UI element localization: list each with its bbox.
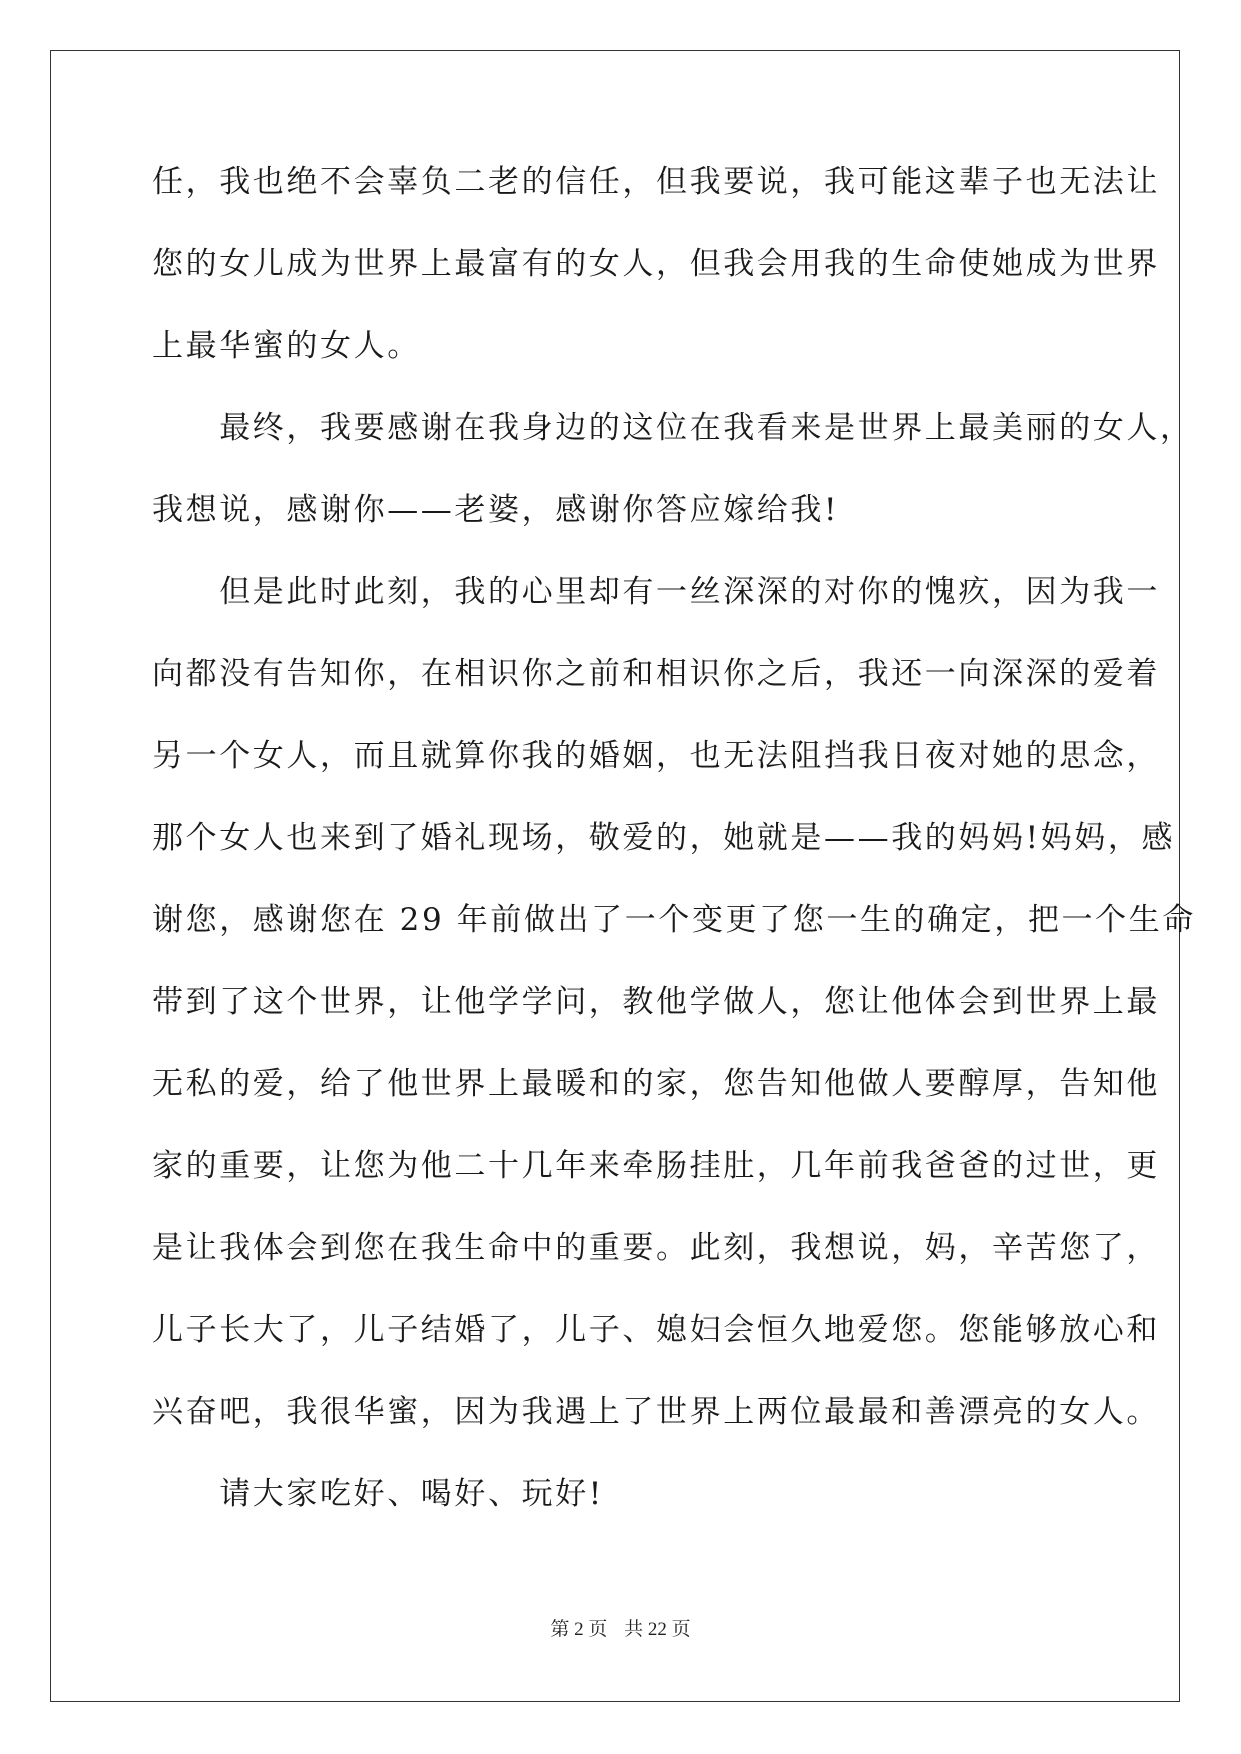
text-line: 请大家吃好、喝好、玩好! bbox=[152, 1476, 604, 1512]
text-line: 那个女人也来到了婚礼现场，敬爱的，她就是——我的妈妈!妈妈，感 bbox=[152, 820, 1176, 856]
text-line: 另一个女人，而且就算你我的婚姻，也无法阻挡我日夜对她的思念， bbox=[152, 738, 1160, 774]
page-total: 共 22 页 bbox=[624, 1619, 691, 1640]
text-line: 您的女儿成为世界上最富有的女人，但我会用我的生命使她成为世界 bbox=[152, 246, 1160, 282]
text-line: 但是此时此刻，我的心里却有一丝深深的对你的愧疚，因为我一 bbox=[152, 574, 1160, 610]
text-line: 无私的爱，给了他世界上最暖和的家，您告知他做人要醇厚，告知他 bbox=[152, 1066, 1160, 1102]
text-line: 我想说，感谢你——老婆，感谢你答应嫁给我! bbox=[152, 492, 840, 528]
text-line: 任，我也绝不会辜负二老的信任，但我要说，我可能这辈子也无法让 bbox=[152, 164, 1160, 200]
text-line: 带到了这个世界，让他学学问，教他学做人，您让他体会到世界上最 bbox=[152, 984, 1160, 1020]
page-number: 第 2 页 bbox=[550, 1619, 608, 1640]
page-footer bbox=[0, 1618, 1241, 1642]
text-line: 家的重要，让您为他二十几年来牵肠挂肚，几年前我爸爸的过世，更 bbox=[152, 1148, 1160, 1184]
text-line: 最终，我要感谢在我身边的这位在我看来是世界上最美丽的女人， bbox=[152, 410, 1194, 446]
text-line: 是让我体会到您在我生命中的重要。此刻，我想说，妈，辛苦您了， bbox=[152, 1230, 1160, 1266]
text-line: 向都没有告知你，在相识你之前和相识你之后，我还一向深深的爱着 bbox=[152, 656, 1160, 692]
text-line: 兴奋吧，我很华蜜，因为我遇上了世界上两位最最和善漂亮的女人。 bbox=[152, 1394, 1160, 1430]
text-line: 上最华蜜的女人。 bbox=[152, 328, 421, 364]
text-line: 谢您，感谢您在 29 年前做出了一个变更了您一生的确定，把一个生命 bbox=[152, 902, 1196, 938]
text-line: 儿子长大了，儿子结婚了，儿子、媳妇会恒久地爱您。您能够放心和 bbox=[152, 1312, 1160, 1348]
page-border bbox=[50, 50, 1180, 1702]
